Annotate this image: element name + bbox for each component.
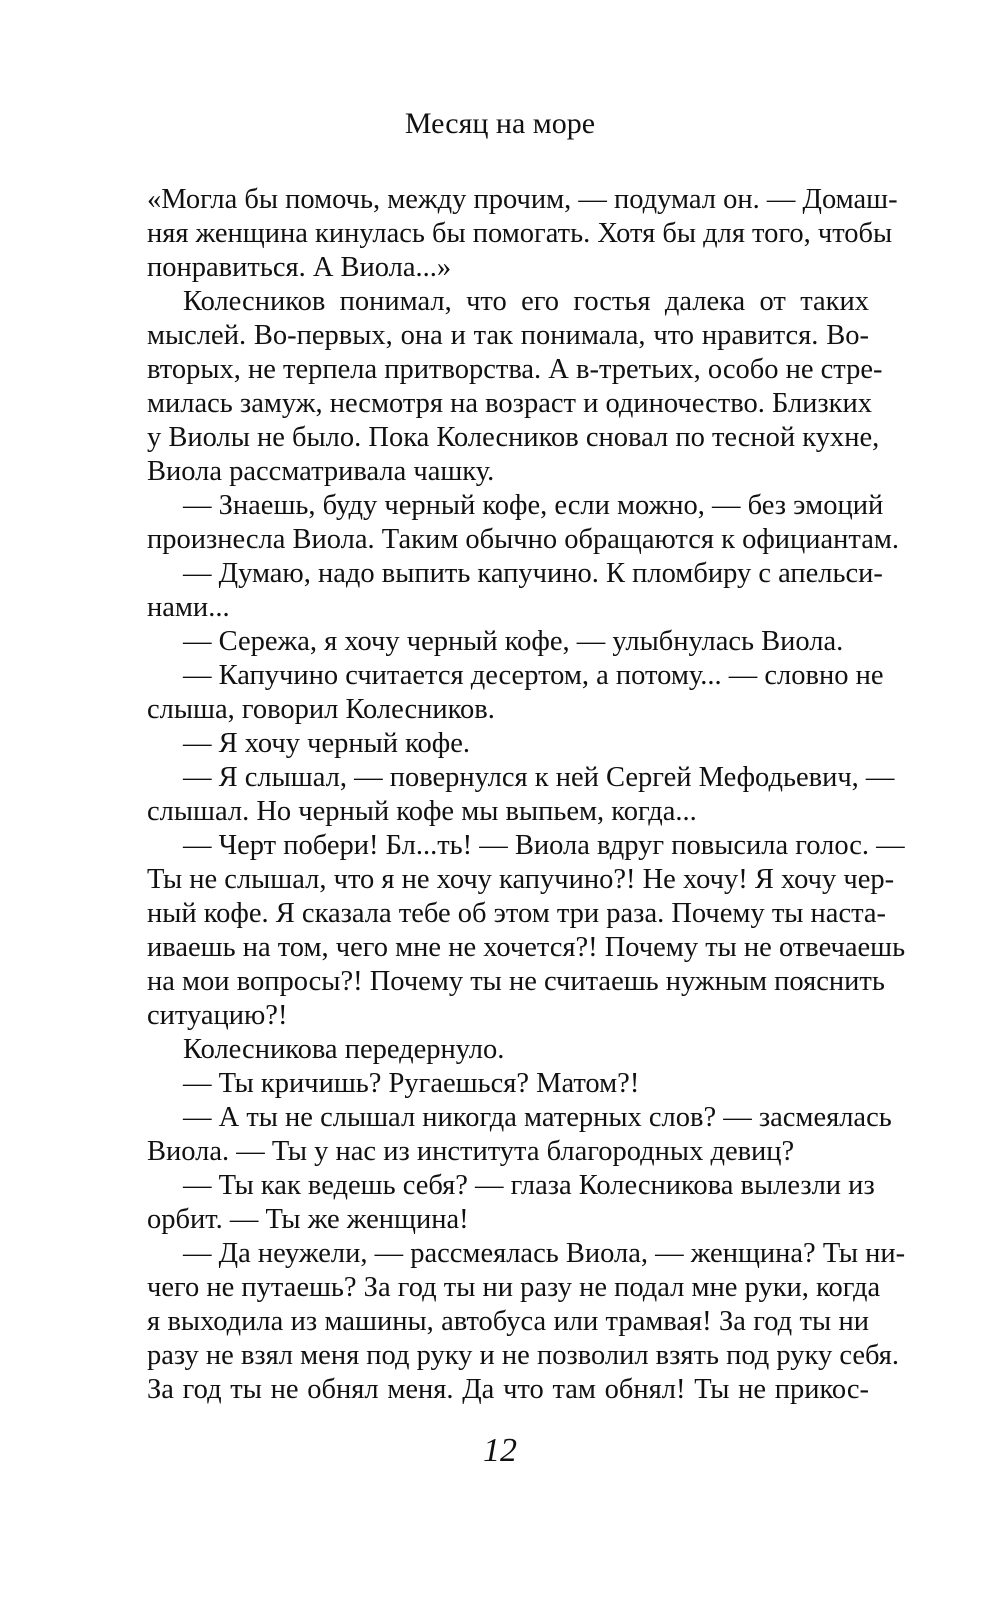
text-line: — Да неужели, — рассмеялась Виола, — женщина? Ты ни- bbox=[183, 1238, 906, 1269]
text-line: слышал. Но черный кофе мы выпьем, когда... bbox=[147, 796, 697, 827]
text-line: понравиться. А Виола...» bbox=[147, 252, 452, 283]
text-line: — Сережа, я хочу черный кофе, — улыбнулась Виола. bbox=[183, 626, 844, 657]
text-line: — Я слышал, — повернулся к ней Сергей Мефодьевич, — bbox=[183, 762, 895, 793]
text-line: Колесников понимал, что его гостья далека от таких bbox=[183, 286, 869, 317]
text-line: произнесла Виола. Таким обычно обращаются к официантам. bbox=[147, 524, 900, 555]
text-line: — Знаешь, буду черный кофе, если можно, — без эмоций bbox=[183, 490, 884, 521]
text-line: — Черт побери! Бл...ть! — Виола вдруг повысила голос. — bbox=[183, 830, 905, 861]
text-line: Виола. — Ты у нас из института благородных девиц? bbox=[147, 1136, 795, 1167]
text-line: на мои вопросы?! Почему ты не считаешь нужным пояснить bbox=[147, 966, 885, 997]
text-line: нами... bbox=[147, 592, 230, 623]
text-line: — Капучино считается десертом, а потому... — словно не bbox=[183, 660, 884, 691]
text-line: разу не взял меня под руку и не позволил взять под руку себя. bbox=[147, 1340, 899, 1371]
text-line: няя женщина кинулась бы помогать. Хотя бы для того, чтобы bbox=[147, 218, 893, 249]
text-line: милась замуж, несмотря на возраст и одиночество. Близких bbox=[147, 388, 873, 419]
body-text bbox=[147, 183, 906, 1407]
text-line: Колесникова передернуло. bbox=[183, 1034, 505, 1065]
text-line: у Виолы не было. Пока Колесников сновал по тесной кухне, bbox=[147, 422, 880, 453]
text-line: вторых, не терпела притворства. А в-третьих, особо не стре- bbox=[147, 354, 883, 385]
text-line: — Ты кричишь? Ругаешься? Матом?! bbox=[183, 1068, 640, 1099]
text-line: слыша, говорил Колесников. bbox=[147, 694, 495, 725]
text-line: «Могла бы помочь, между прочим, — подумал он. — Домаш- bbox=[147, 184, 898, 215]
text-line: — Я хочу черный кофе. bbox=[183, 728, 471, 759]
text-line: ный кофе. Я сказала тебе об этом три раза. Почему ты наста- bbox=[147, 898, 887, 929]
text-line: За год ты не обнял меня. Да что там обнял! Ты не прикос- bbox=[147, 1374, 869, 1405]
text-line: — Думаю, надо выпить капучино. К пломбиру с апельси- bbox=[183, 558, 883, 589]
text-line: Виола рассматривала чашку. bbox=[147, 456, 495, 487]
page-number: 12 bbox=[483, 1432, 517, 1469]
running-header: Месяц на море bbox=[404, 107, 596, 140]
text-line: Ты не слышал, что я не хочу капучино?! Не хочу! Я хочу чер- bbox=[147, 864, 895, 895]
text-line: чего не путаешь? За год ты ни разу не подал мне руки, когда bbox=[147, 1272, 881, 1303]
text-line: мыслей. Во-первых, она и так понимала, что нравится. Во- bbox=[147, 320, 869, 351]
text-line: я выходила из машины, автобуса или трамвая! За год ты ни bbox=[147, 1306, 869, 1337]
text-line: орбит. — Ты же женщина! bbox=[147, 1204, 469, 1235]
text-line: — Ты как ведешь себя? — глаза Колесникова вылезли из bbox=[183, 1170, 875, 1201]
text-line: — А ты не слышал никогда матерных слов? — засмеялась bbox=[183, 1102, 892, 1133]
text-line: иваешь на том, чего мне не хочется?! Почему ты не отвечаешь bbox=[147, 932, 906, 963]
text-line: ситуацию?! bbox=[147, 1000, 288, 1031]
